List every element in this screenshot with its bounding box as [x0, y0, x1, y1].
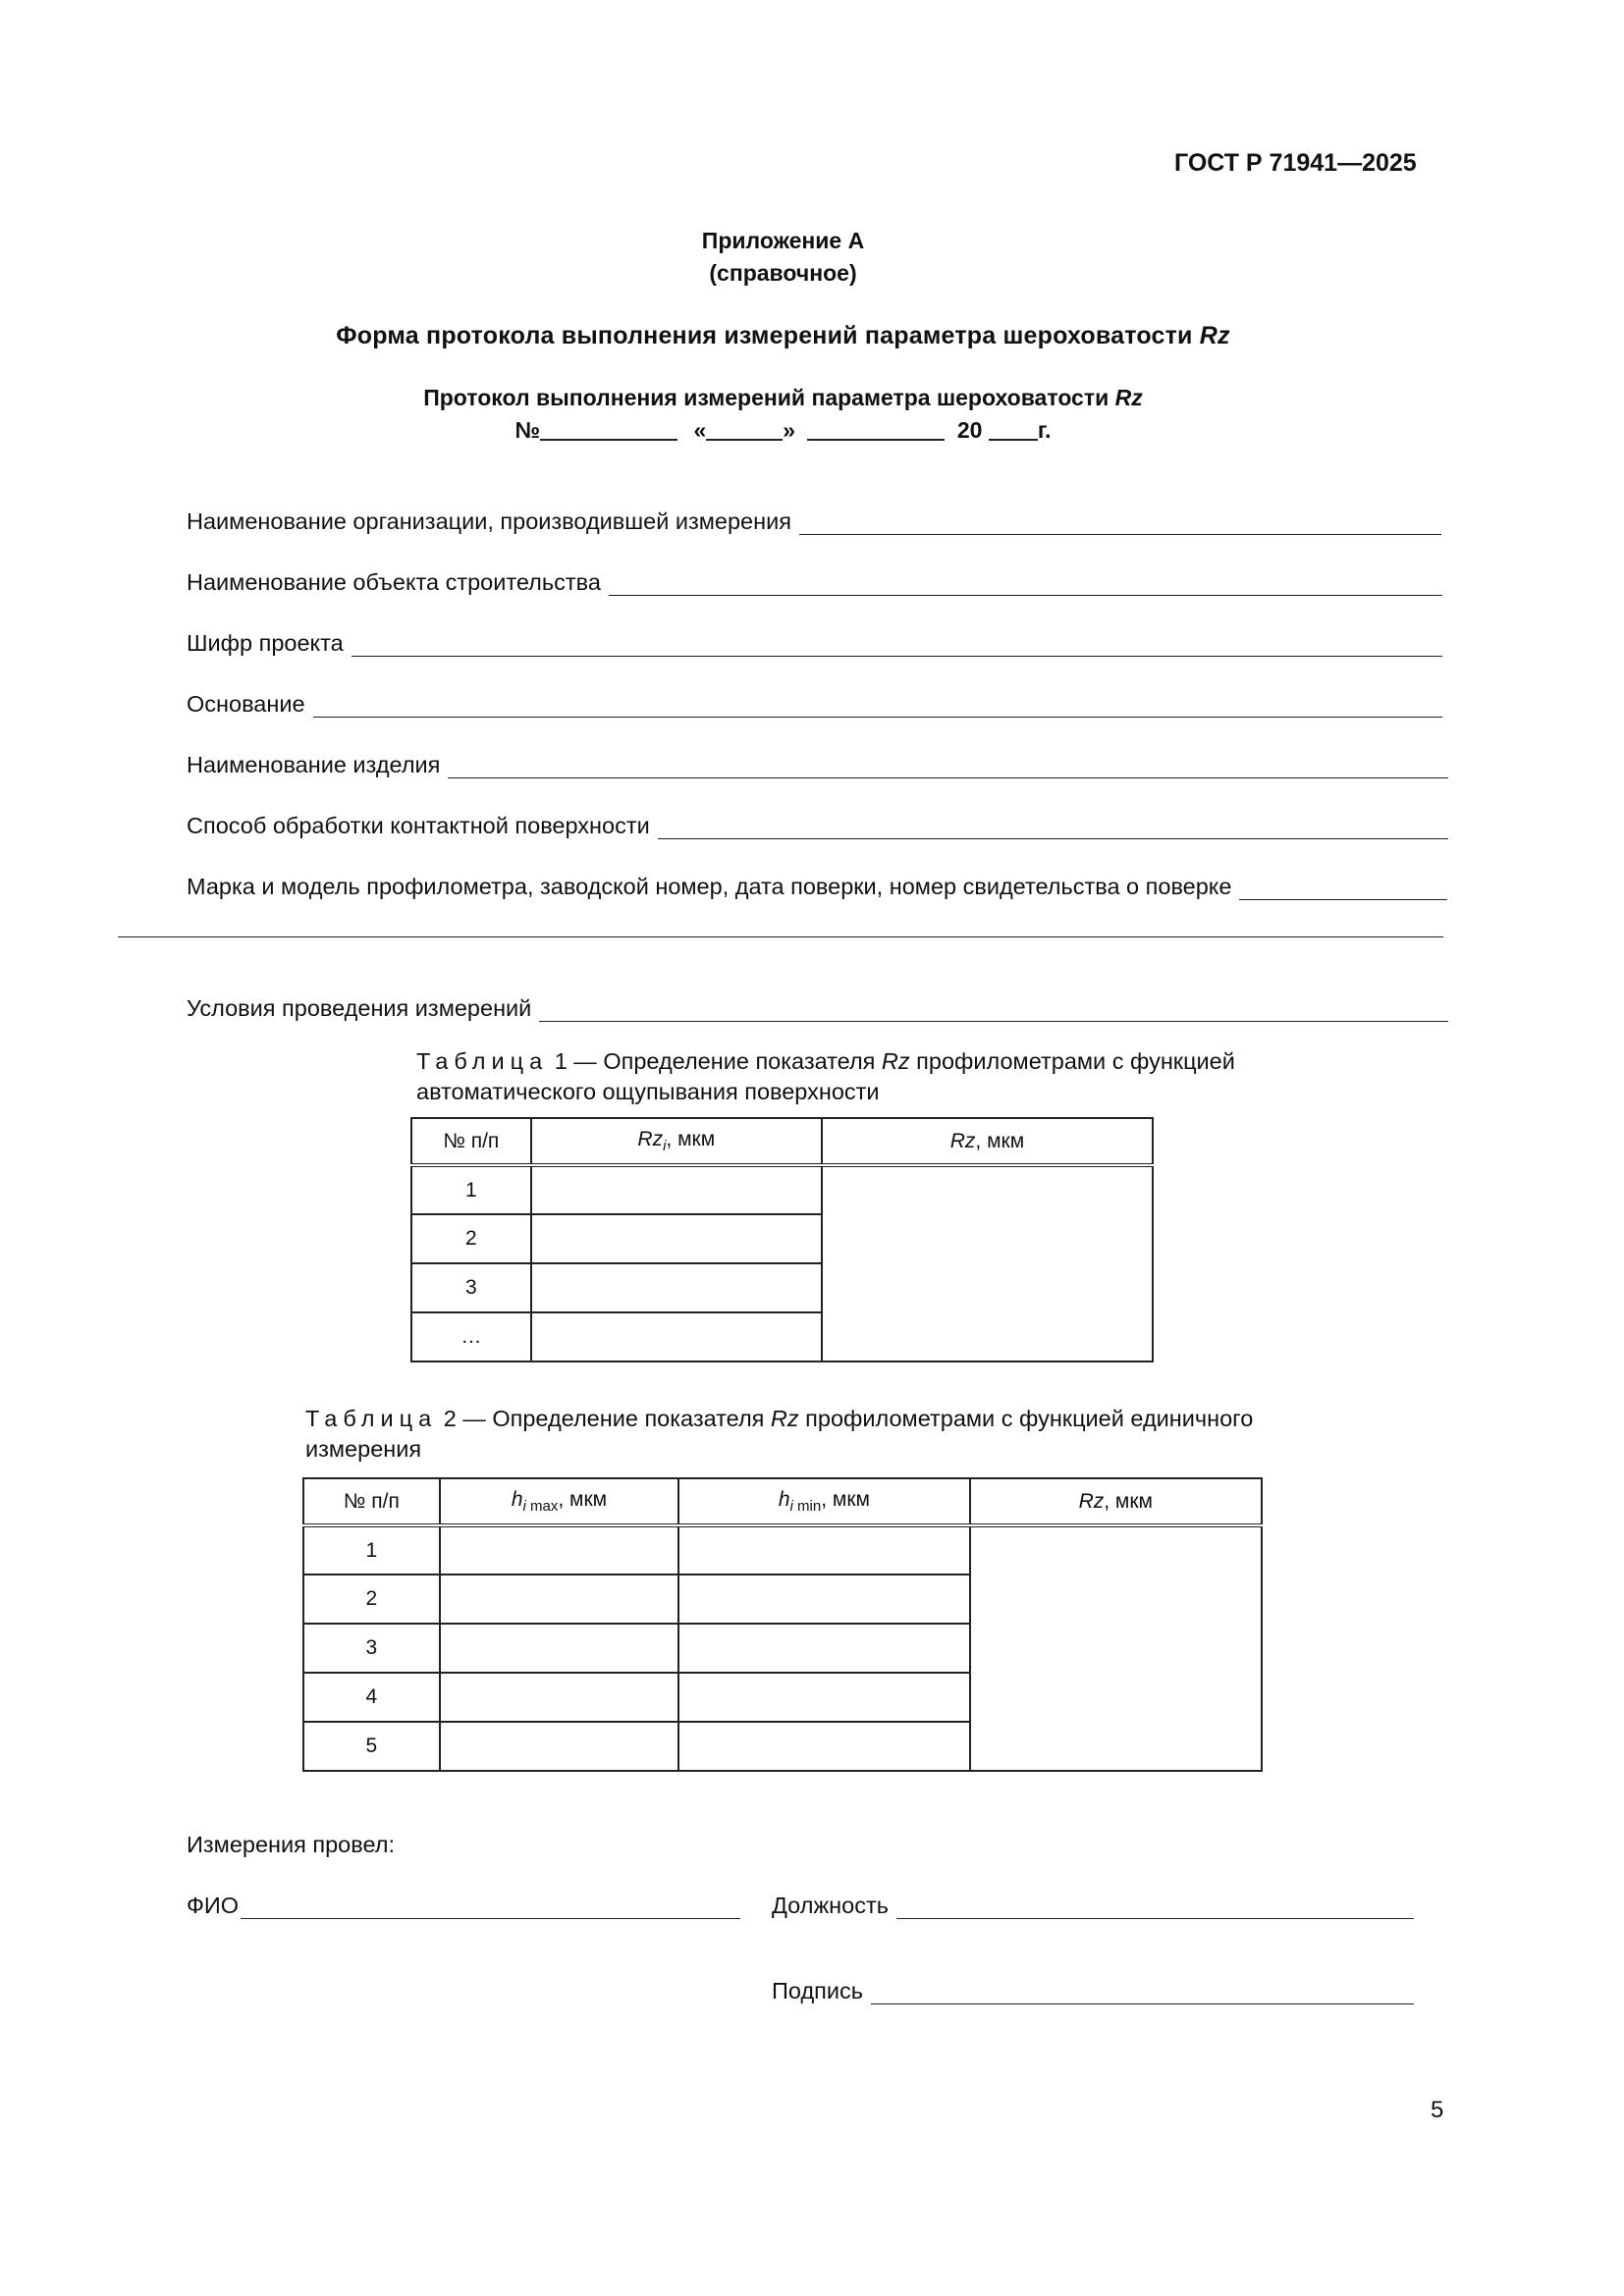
table-row: [303, 1525, 1262, 1575]
table2-caption-prefix: — Определение показателя: [456, 1406, 771, 1431]
field-project-code: [187, 630, 1442, 657]
field-profilometer-line[interactable]: [1239, 880, 1447, 900]
table2-hmax-cell[interactable]: [440, 1624, 679, 1673]
table1-rz-cell[interactable]: [822, 1165, 1153, 1362]
field-profilometer-continuation-line[interactable]: [118, 936, 1443, 937]
field-basis: [187, 691, 1442, 718]
protocol-number-line: [0, 416, 1566, 444]
table1: [410, 1117, 1154, 1362]
field-construction-object: [187, 569, 1442, 596]
performed-by-label: Измерения провел:: [187, 1832, 396, 1857]
fio-line[interactable]: [241, 1898, 740, 1919]
table2-hmin-sub-i: i: [789, 1498, 793, 1516]
table2-caption-num: 2: [443, 1406, 457, 1431]
table1-rzi-cell[interactable]: [531, 1214, 822, 1263]
table1-col-rz: [822, 1118, 1153, 1165]
table1-rzi-var: Rz: [637, 1127, 664, 1150]
table2-col-hmax: [440, 1478, 679, 1525]
field-profilometer: [187, 874, 1447, 900]
table2-rz-unit: , мкм: [1104, 1489, 1153, 1513]
table1-caption-prefix: — Определение показателя: [567, 1048, 882, 1074]
table1-rzi-unit: , мкм: [666, 1127, 716, 1150]
form-title-rz: Rz: [1199, 322, 1230, 349]
field-product-label: Наименование изделия: [187, 752, 441, 777]
field-basis-label: Основание: [187, 691, 305, 717]
table1-row-num: …: [411, 1312, 531, 1362]
protocol-title: [0, 385, 1566, 411]
table-row: [411, 1165, 1153, 1214]
table2-hmax-cell[interactable]: [440, 1575, 679, 1624]
month-blank[interactable]: [807, 416, 945, 441]
year-suffix: г.: [1037, 417, 1052, 443]
appendix-type: (справочное): [709, 260, 857, 286]
field-profilometer-label: Марка и модель профилометра, заводской номер, дата поверки, номер свидетельства о поверке: [187, 874, 1232, 899]
protocol-number-blank[interactable]: [540, 416, 677, 441]
table2-hmax-cell[interactable]: [440, 1722, 679, 1771]
field-construction-object-line[interactable]: [609, 575, 1442, 596]
table2-row-num: 4: [303, 1673, 440, 1722]
table1-rzi-cell[interactable]: [531, 1263, 822, 1312]
signature-field: [772, 1978, 1414, 2004]
field-product: [187, 752, 1448, 778]
table2-hmin-cell[interactable]: [678, 1722, 969, 1771]
table1-rz-unit: , мкм: [975, 1129, 1025, 1152]
table2-caption-suffix: профилометрами с функцией единичного: [798, 1406, 1254, 1431]
table2-col-num: № п/п: [303, 1478, 440, 1525]
table2-header-row: [303, 1478, 1262, 1525]
field-organization-label: Наименование организации, производившей измерения: [187, 508, 791, 534]
field-product-line[interactable]: [448, 758, 1448, 778]
table1-row-num: 1: [411, 1165, 531, 1214]
table2-hmin-cell[interactable]: [678, 1575, 969, 1624]
standard-number: ГОСТ Р 71941—2025: [1174, 149, 1417, 177]
signature-line[interactable]: [871, 1984, 1414, 2004]
open-quote: «: [693, 417, 707, 443]
number-sign: №: [514, 417, 541, 443]
field-organization-line[interactable]: [799, 514, 1441, 535]
table2-rz-var: Rz: [1078, 1489, 1105, 1513]
table2-hmax-cell[interactable]: [440, 1525, 679, 1575]
field-project-code-label: Шифр проекта: [187, 630, 344, 656]
table2-row-num: 5: [303, 1722, 440, 1771]
table2-row-num: 3: [303, 1624, 440, 1673]
table2-rz-cell[interactable]: [970, 1525, 1262, 1771]
table2-hmin-cell[interactable]: [678, 1673, 969, 1722]
table1-col-num: № п/п: [411, 1118, 531, 1165]
protocol-title-text: Протокол выполнения измерений параметра шероховатости: [423, 385, 1115, 410]
table1-rzi-sub: i: [663, 1138, 667, 1155]
table1-rz-var: Rz: [949, 1129, 976, 1152]
table2-row-num: 1: [303, 1525, 440, 1575]
table2-hmin-cell[interactable]: [678, 1525, 969, 1575]
page-number: 5: [1431, 2097, 1444, 2123]
table2-hmax-cell[interactable]: [440, 1673, 679, 1722]
table1-caption: [416, 1046, 1235, 1107]
field-basis-line[interactable]: [313, 697, 1442, 718]
year-prefix: 20: [956, 417, 983, 443]
table2-caption-word: Таблица: [305, 1406, 438, 1431]
table2-hmin-cell[interactable]: [678, 1624, 969, 1673]
field-surface-treatment: [187, 813, 1448, 839]
field-measurement-conditions-line[interactable]: [539, 1001, 1448, 1022]
form-title: [0, 322, 1566, 350]
table2-caption: [305, 1404, 1253, 1465]
protocol-title-rz: Rz: [1114, 385, 1143, 410]
field-measurement-conditions: [187, 995, 1448, 1022]
table2-col-rz: [970, 1478, 1262, 1525]
table2-caption-rz: Rz: [770, 1406, 799, 1431]
field-organization: [187, 508, 1441, 535]
table1-rzi-cell[interactable]: [531, 1165, 822, 1214]
field-construction-object-label: Наименование объекта строительства: [187, 569, 601, 595]
appendix-title: Приложение А: [701, 228, 865, 253]
table1-row-num: 2: [411, 1214, 531, 1263]
table2-row-num: 2: [303, 1575, 440, 1624]
position-label: Должность: [772, 1893, 889, 1918]
table2-hmin-sub: min: [792, 1498, 822, 1516]
close-quote: »: [783, 417, 796, 443]
table2-hmin-unit: , мкм: [821, 1487, 870, 1511]
fio-label: ФИО: [187, 1893, 240, 1918]
table1-caption-word: Таблица: [416, 1048, 549, 1074]
position-line[interactable]: [896, 1898, 1414, 1919]
form-title-text: Форма протокола выполнения измерений параметра шероховатости: [336, 322, 1200, 349]
table2-hmin-var: h: [778, 1487, 790, 1511]
table1-row-num: 3: [411, 1263, 531, 1312]
field-project-code-line[interactable]: [352, 636, 1442, 657]
table2: [302, 1477, 1263, 1772]
field-surface-treatment-label: Способ обработки контактной поверхности: [187, 813, 650, 838]
day-blank[interactable]: [706, 416, 783, 441]
table2-col-hmin: [678, 1478, 969, 1525]
table2-hmax-var: h: [511, 1487, 523, 1511]
year-blank[interactable]: [989, 416, 1038, 441]
field-measurement-conditions-label: Условия проведения измерений: [187, 995, 532, 1021]
table1-rzi-cell[interactable]: [531, 1312, 822, 1362]
table2-hmax-sub-i: i: [522, 1498, 526, 1516]
table1-caption-num: 1: [554, 1048, 568, 1074]
table2-hmax-sub: max: [525, 1498, 559, 1516]
table1-caption-rz: Rz: [881, 1048, 910, 1074]
table1-caption-line2: автоматического ощупывания поверхности: [416, 1079, 880, 1104]
table1-header-row: [411, 1118, 1153, 1165]
signature-label: Подпись: [772, 1978, 864, 2003]
table2-hmax-unit: , мкм: [558, 1487, 608, 1511]
fio-field: [187, 1893, 740, 1919]
table1-col-rzi: [531, 1118, 822, 1165]
position-field: [772, 1893, 1414, 1919]
field-surface-treatment-line[interactable]: [658, 819, 1448, 839]
table1-caption-suffix: профилометрами с функцией: [909, 1048, 1235, 1074]
table2-caption-line2: измерения: [305, 1436, 422, 1462]
